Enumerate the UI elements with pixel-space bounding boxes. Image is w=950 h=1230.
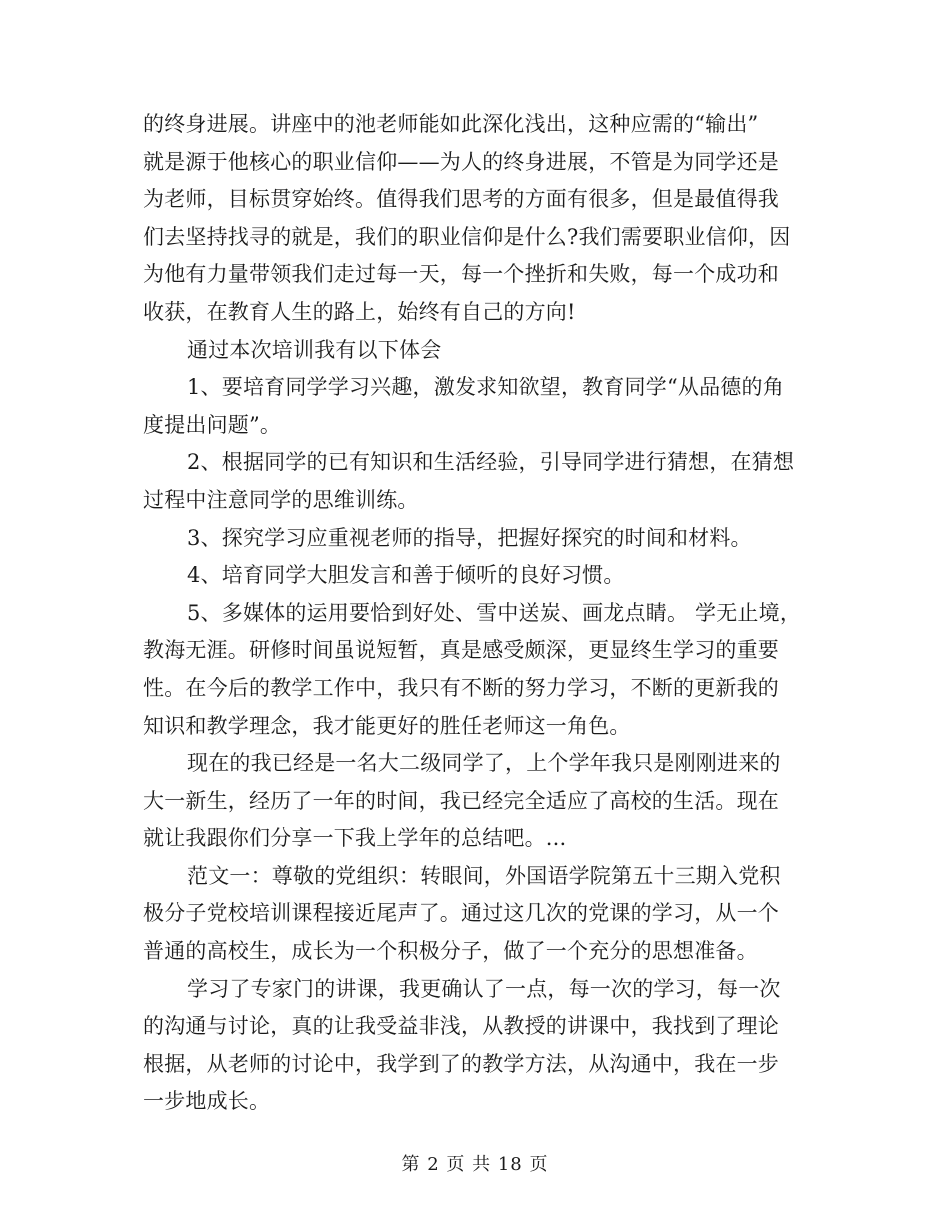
- text-line: 教海无涯。研修时间虽说短暂，真是感受颇深，更显终生学习的重要: [143, 638, 779, 663]
- text-line: 知识和教学理念，我才能更好的胜任老师这一角色。: [143, 713, 631, 738]
- text-line: 就是源于他核心的职业信仰——为人的终身进展，不管是为同学还是: [143, 149, 779, 174]
- text-line: 就让我跟你们分享一下我上学年的总结吧。...: [143, 826, 567, 851]
- text-line: 的沟通与讨论，真的让我受益非浅，从教授的讲课中，我找到了理论: [143, 1014, 779, 1039]
- text-line: 度提出问题”。: [143, 412, 282, 437]
- text-line: 普通的高校生，成长为一个积极分子，做了一个充分的思想准备。: [143, 939, 758, 964]
- text-line: 们去坚持找寻的就是，我们的职业信仰是什么?我们需要职业信仰，因: [143, 224, 791, 249]
- text-line: 极分子党校培训课程接近尾声了。通过这几次的党课的学习，从一个: [143, 901, 779, 926]
- text-line: 性。在今后的教学工作中，我只有不断的努力学习，不断的更新我的: [143, 675, 779, 700]
- text-line: 过程中注意同学的思维训练。: [143, 487, 419, 512]
- text-line: 现在的我已经是一名大二级同学了，上个学年我只是刚刚进来的: [187, 751, 781, 776]
- text-line: 3、探究学习应重视老师的指导，把握好探究的时间和材料。: [187, 525, 752, 550]
- text-line: 为老师，目标贯穿始终。值得我们思考的方面有很多，但是最值得我: [143, 187, 779, 212]
- text-line: 1、要培育同学学习兴趣，激发求知欲望，教育同学“从品德的角: [187, 375, 784, 400]
- text-line: 范文一：尊敬的党组织：转眼间，外国语学院第五十三期入党积: [187, 863, 781, 888]
- text-line: 4、培育同学大胆发言和善于倾听的良好习惯。: [187, 563, 625, 588]
- text-line: 的终身进展。讲座中的池老师能如此深化浅出，这种应需的“输出”: [143, 112, 759, 136]
- text-line: 学习了专家门的讲课，我更确认了一点，每一次的学习，每一次: [187, 976, 781, 1001]
- text-line: 5、多媒体的运用要恰到好处、雪中送炭、画龙点睛。 学无止境，: [187, 600, 802, 625]
- text-line: 一步地成长。: [143, 1089, 271, 1114]
- page-footer: 第 2 页 共 18 页: [401, 1154, 549, 1175]
- text-line: 通过本次培训我有以下体会: [187, 337, 442, 362]
- text-line: 为他有力量带领我们走过每一天，每一个挫折和失败，每一个成功和: [143, 262, 779, 287]
- document-body: [143, 106, 811, 1121]
- text-line: 收获，在教育人生的路上，始终有自己的方向!: [143, 299, 576, 324]
- text-line: 2、根据同学的已有知识和生活经验，引导同学进行猜想，在猜想: [187, 450, 795, 475]
- text-line: 大一新生，经历了一年的时间，我已经完全适应了高校的生活。现在: [143, 788, 779, 813]
- text-line: 根据，从老师的讨论中，我学到了的教学方法，从沟通中，我在一步: [143, 1051, 779, 1076]
